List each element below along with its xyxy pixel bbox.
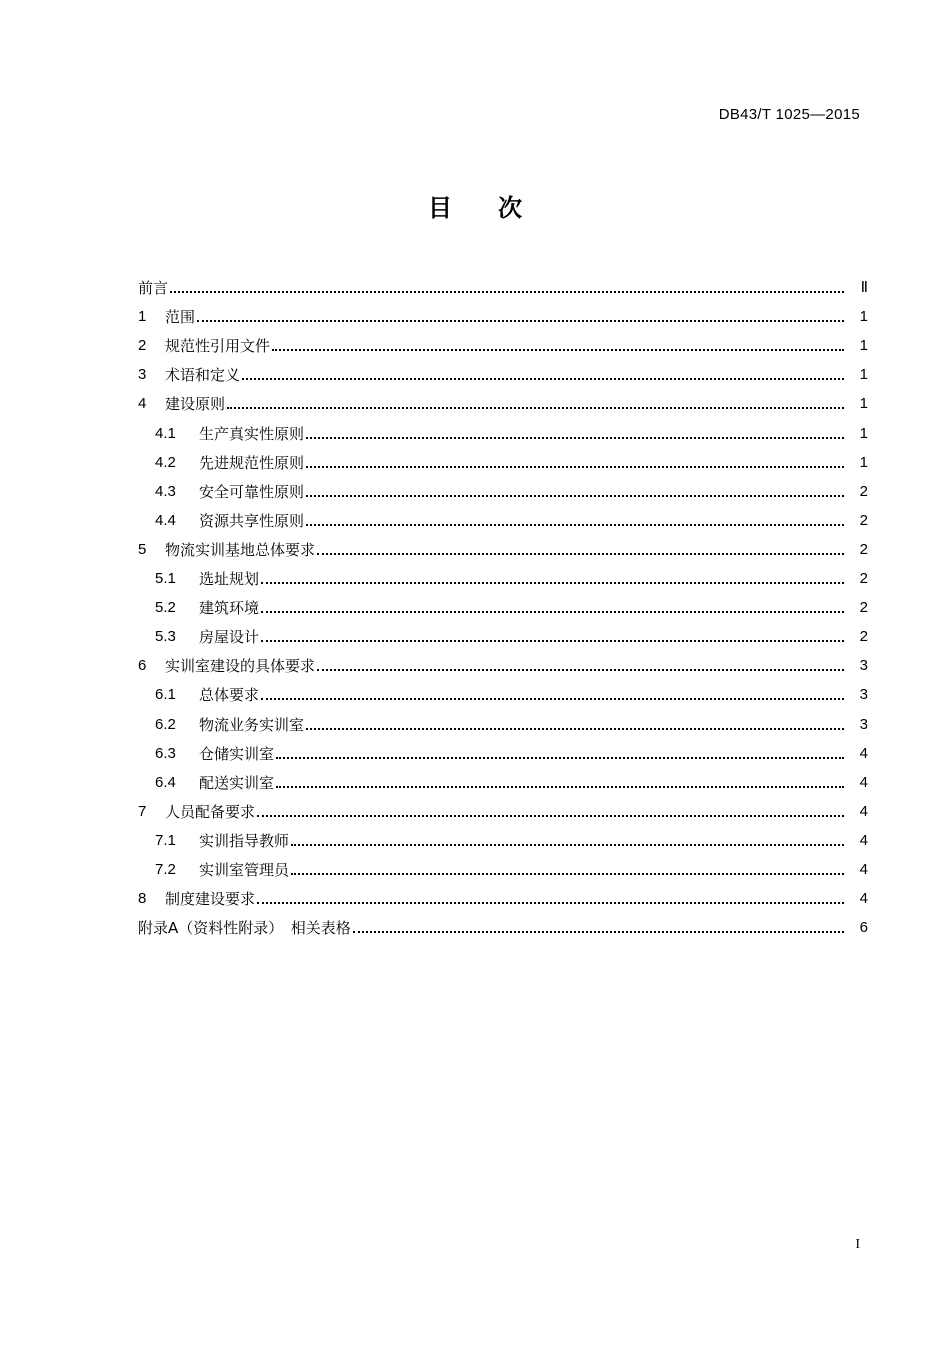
document-code: DB43/T 1025—2015 xyxy=(718,106,860,123)
toc-entry-page: 1 xyxy=(859,424,868,442)
toc-entry-page: 4 xyxy=(859,831,868,849)
toc-entry-label: 配送实训室 xyxy=(199,773,275,792)
toc-entry-number: 7 xyxy=(138,802,147,820)
toc-dot-leader xyxy=(197,319,844,322)
toc-dot-leader xyxy=(261,581,844,584)
toc-dot-leader xyxy=(276,756,844,759)
toc-entry-number: 5.1 xyxy=(155,570,176,588)
toc-entry-label: 范围 xyxy=(165,308,196,327)
toc-dot-leader xyxy=(170,290,844,293)
toc-entry-label: 规范性引用文件 xyxy=(165,337,271,356)
toc-entry[interactable] xyxy=(138,765,868,794)
toc-entry[interactable] xyxy=(138,386,868,415)
toc-entry-number: 7.1 xyxy=(155,831,176,849)
toc-entry[interactable] xyxy=(138,794,868,823)
page-number: I xyxy=(855,1237,860,1252)
toc-dot-leader xyxy=(306,465,844,468)
toc-entry-number: 5.2 xyxy=(155,599,176,617)
toc-entry-page: 1 xyxy=(859,453,868,471)
toc-dot-leader xyxy=(242,377,844,380)
toc-entry-page: 2 xyxy=(859,599,868,617)
toc-entry-page: 1 xyxy=(859,395,868,413)
toc-entry-label: 总体要求 xyxy=(199,686,260,705)
toc-entry-page: 4 xyxy=(859,744,868,762)
toc-entry-page: 1 xyxy=(859,366,868,384)
toc-entry[interactable] xyxy=(138,561,868,590)
toc-entry[interactable] xyxy=(138,532,868,561)
toc-entry[interactable] xyxy=(138,736,868,765)
toc-entry[interactable] xyxy=(138,619,868,648)
toc-entry[interactable] xyxy=(138,706,868,735)
toc-dot-leader xyxy=(353,930,844,933)
toc-entry-page: 1 xyxy=(859,337,868,355)
toc-entry-label: 先进规范性原则 xyxy=(199,453,305,472)
toc-entry-page: 4 xyxy=(859,802,868,820)
toc-dot-leader xyxy=(317,668,844,671)
toc-entry-label: 实训室建设的具体要求 xyxy=(165,657,316,676)
toc-entry-page: 2 xyxy=(859,570,868,588)
table-of-contents xyxy=(138,270,868,939)
toc-dot-leader xyxy=(261,639,844,642)
toc-dot-leader xyxy=(227,406,844,409)
toc-dot-leader xyxy=(306,523,844,526)
toc-entry[interactable] xyxy=(138,357,868,386)
toc-entry[interactable] xyxy=(138,270,868,299)
toc-entry-label: 仓储实训室 xyxy=(199,744,275,763)
toc-entry-page: 2 xyxy=(859,540,868,558)
toc-entry-number: 5.3 xyxy=(155,628,176,646)
toc-entry-label: 房屋设计 xyxy=(199,628,260,647)
toc-entry-page: 6 xyxy=(859,919,868,937)
toc-entry-label: 生产真实性原则 xyxy=(199,424,305,443)
toc-entry-label: 安全可靠性原则 xyxy=(199,482,305,501)
toc-entry[interactable] xyxy=(138,415,868,444)
toc-entry-number: 4.2 xyxy=(155,453,176,471)
toc-dot-leader xyxy=(276,785,844,788)
toc-entry[interactable] xyxy=(138,503,868,532)
toc-entry-page: 4 xyxy=(859,773,868,791)
toc-dot-leader xyxy=(272,348,844,351)
toc-entry-label: 物流实训基地总体要求 xyxy=(165,540,316,559)
toc-entry[interactable] xyxy=(138,299,868,328)
toc-entry-number: 6.3 xyxy=(155,744,176,762)
toc-entry-number: 2 xyxy=(138,337,147,355)
toc-entry-number: 1 xyxy=(138,308,147,326)
toc-entry-number: 5 xyxy=(138,540,147,558)
toc-entry[interactable] xyxy=(138,445,868,474)
toc-entry-label: 前言 xyxy=(138,279,169,298)
toc-dot-leader xyxy=(317,552,844,555)
toc-dot-leader xyxy=(261,610,844,613)
toc-entry-number: 7.2 xyxy=(155,860,176,878)
toc-entry-number: 8 xyxy=(138,890,147,908)
toc-entry[interactable] xyxy=(138,677,868,706)
toc-entry[interactable] xyxy=(138,474,868,503)
toc-entry-number: 4 xyxy=(138,395,147,413)
toc-entry[interactable] xyxy=(138,852,868,881)
toc-dot-leader xyxy=(291,872,844,875)
toc-entry-page: Ⅱ xyxy=(860,279,868,297)
toc-entry-label: 建设原则 xyxy=(165,395,226,414)
toc-entry-label: 物流业务实训室 xyxy=(199,715,305,734)
toc-entry-number: 4.1 xyxy=(155,424,176,442)
toc-entry-label: 实训室管理员 xyxy=(199,860,290,879)
toc-entry-page: 4 xyxy=(859,890,868,908)
toc-dot-leader xyxy=(261,697,844,700)
toc-entry-page: 4 xyxy=(859,860,868,878)
toc-dot-leader xyxy=(306,727,844,730)
toc-entry-number: 6 xyxy=(138,657,147,675)
toc-dot-leader xyxy=(306,494,844,497)
toc-entry-page: 3 xyxy=(859,715,868,733)
toc-dot-leader xyxy=(257,814,844,817)
toc-entry-label: 制度建设要求 xyxy=(165,890,256,909)
toc-dot-leader xyxy=(306,436,844,439)
toc-entry-label: 术语和定义 xyxy=(165,366,241,385)
toc-entry[interactable] xyxy=(138,590,868,619)
toc-dot-leader xyxy=(291,843,844,846)
toc-entry[interactable] xyxy=(138,823,868,852)
toc-entry-label: 资源共享性原则 xyxy=(199,511,305,530)
toc-entry-number: 4.4 xyxy=(155,511,176,529)
toc-entry-label: 选址规划 xyxy=(199,570,260,589)
toc-entry-number: 4.3 xyxy=(155,482,176,500)
toc-entry-label: 附录A（资料性附录） 相关表格 xyxy=(138,919,351,938)
toc-entry-label: 人员配备要求 xyxy=(165,802,256,821)
toc-dot-leader xyxy=(257,901,844,904)
toc-entry-label: 实训指导教师 xyxy=(199,831,290,850)
toc-entry-page: 2 xyxy=(859,628,868,646)
toc-entry-page: 2 xyxy=(859,482,868,500)
toc-entry-label: 建筑环境 xyxy=(199,599,260,618)
toc-entry-number: 3 xyxy=(138,366,147,384)
toc-entry[interactable] xyxy=(138,881,868,910)
toc-entry-page: 1 xyxy=(859,308,868,326)
toc-entry-number: 6.4 xyxy=(155,773,176,791)
toc-entry[interactable] xyxy=(138,648,868,677)
toc-entry-page: 3 xyxy=(859,686,868,704)
page-title: 目次 xyxy=(428,194,568,222)
toc-entry-number: 6.2 xyxy=(155,715,176,733)
toc-entry-page: 3 xyxy=(859,657,868,675)
toc-entry[interactable] xyxy=(138,328,868,357)
toc-entry-page: 2 xyxy=(859,511,868,529)
toc-entry-number: 6.1 xyxy=(155,686,176,704)
toc-entry[interactable] xyxy=(138,910,868,939)
